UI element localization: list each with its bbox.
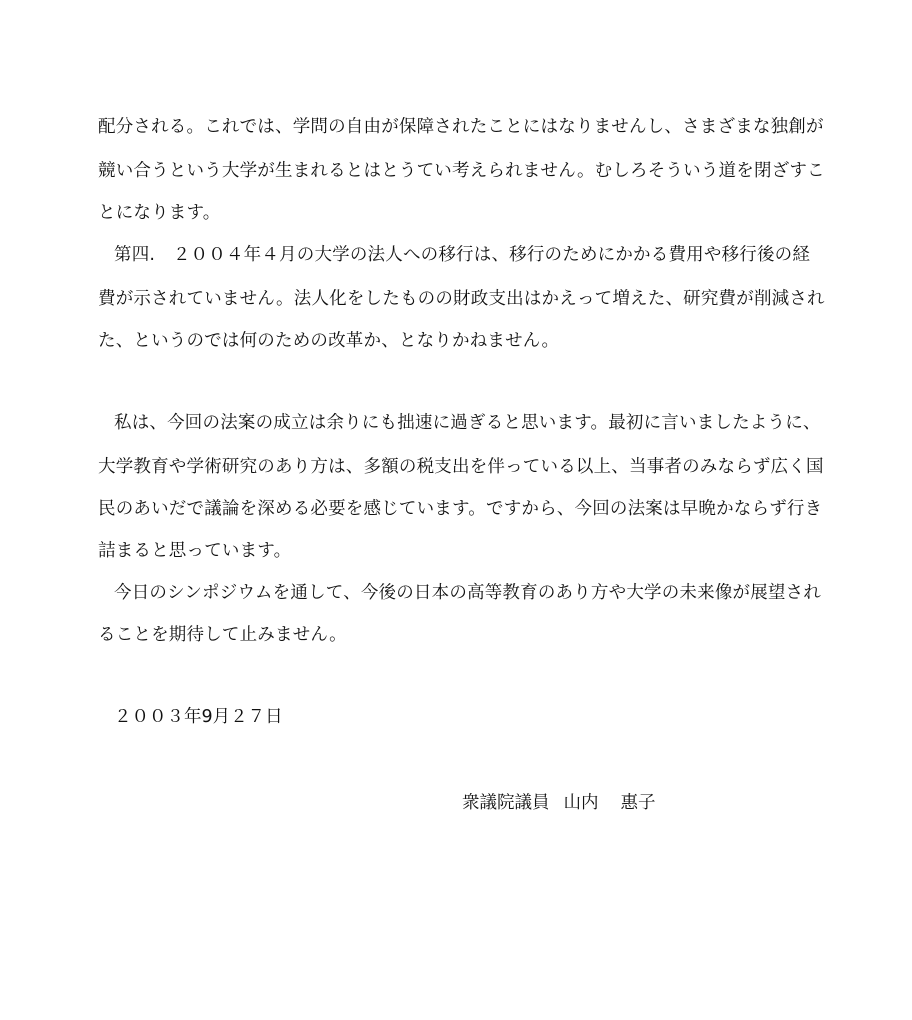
paragraph2-line-1: 第四. ２００４年４月の大学の法人への移行は、移行のためにかかる費用や移行後の経: [114, 245, 811, 265]
paragraph3-line-1: 私は、今回の法案の成立は余りにも拙速に過ぎると思います。最初に言いましたように、: [114, 413, 821, 433]
paragraph2-line-2: 費が示されていません。法人化をしたものの財政支出はかえって増えた、研究費が削減され: [98, 289, 825, 309]
paragraph3-line-4: 詰まると思っています。: [98, 541, 292, 561]
paragraph2-line-3: た、というのでは何のための改革か、となりかねません。: [98, 331, 560, 351]
signature-given-name: 惠子: [620, 793, 656, 813]
document-date: ２００３年9月２７日: [114, 707, 283, 727]
signature: [462, 792, 656, 814]
paragraph1-line-3: とになります。: [98, 203, 221, 223]
signature-family-name: 山内: [563, 793, 599, 813]
paragraph1-line-2: 競い合うという大学が生まれるとはとうてい考えられません。むしろそういう道を閉ざすこ: [98, 161, 825, 181]
signature-title: 衆議院議員: [462, 793, 550, 813]
paragraph1-line-1: 配分される。これでは、学問の自由が保障されたことにはなりませんし、さまざまな独創が: [98, 117, 824, 137]
paragraph3-line-2: 大学教育や学術研究のあり方は、多額の税支出を伴っている以上、当事者のみならず広く国: [98, 457, 824, 477]
paragraph3-line-3: 民のあいだで議論を深める必要を感じています。ですから、今回の法案は早晩かならず行き: [98, 499, 823, 519]
paragraph4-line-1: 今日のシンポジウムを通して、今後の日本の高等教育のあり方や大学の未来像が展望され: [114, 583, 822, 603]
paragraph4-line-2: ることを期待して止みません。: [98, 625, 347, 645]
